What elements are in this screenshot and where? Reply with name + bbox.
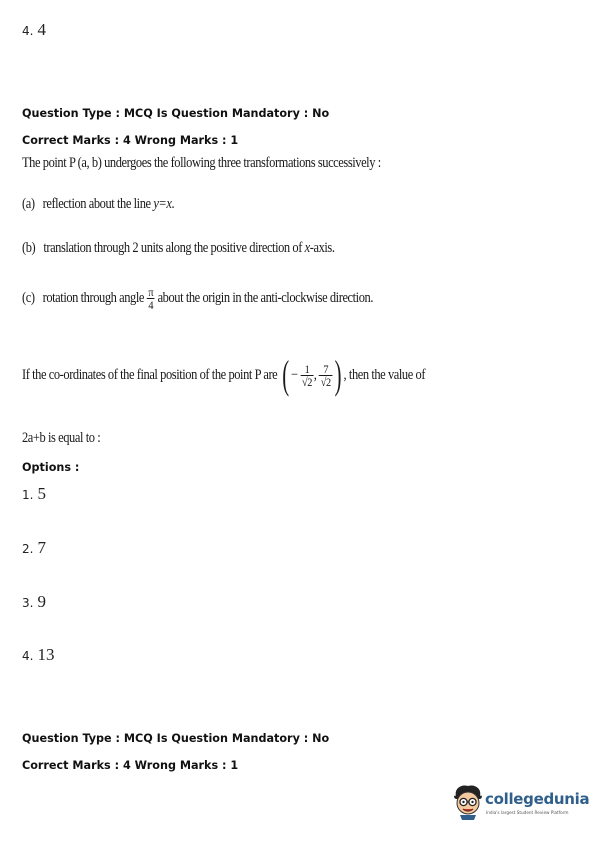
option-value: 13 (37, 645, 55, 664)
option-number: 2. (22, 542, 34, 556)
coord-minus: − (291, 366, 298, 383)
final-post-text: , then the value of (343, 366, 426, 383)
step-a (22, 196, 199, 213)
collegedunia-logo[interactable] (452, 784, 590, 824)
question-type-line: Question Type : MCQ Is Question Mandatory : No (22, 107, 330, 120)
fraction-denominator: √2 (302, 374, 312, 389)
step-label: (c) (22, 289, 35, 306)
fraction-denominator: 4 (148, 298, 154, 312)
option-number: 3. (22, 596, 34, 610)
option-value: 5 (37, 484, 46, 503)
fraction-numerator: 7 (323, 361, 329, 376)
option-value: 9 (37, 592, 46, 611)
next-question-type-line: Question Type : MCQ Is Question Mandatory : No (22, 732, 330, 745)
next-question-marks-line: Correct Marks : 4 Wrong Marks : 1 (22, 759, 239, 772)
ask-line (22, 430, 113, 447)
stem-text: The point P (a, b) undergoes the following three transformations successively : (22, 155, 381, 171)
coord-x-fraction (300, 363, 313, 388)
option-2[interactable] (22, 538, 46, 558)
option-number: 4. (22, 24, 34, 38)
option-number: 4. (22, 649, 34, 663)
question-marks-line: Correct Marks : 4 Wrong Marks : 1 (22, 134, 239, 147)
option-number: 1. (22, 488, 34, 502)
step-label: (a) (22, 196, 35, 212)
option-4[interactable] (22, 645, 54, 665)
fraction-numerator: π (148, 285, 154, 299)
fraction-denominator: √2 (320, 374, 331, 389)
step-text: reflection about the line (42, 196, 154, 212)
coord-y-fraction (319, 363, 332, 388)
fraction-numerator: 1 (304, 361, 310, 376)
options-label: Options : (22, 461, 80, 474)
logo-tagline: India's largest Student Review Platform (486, 810, 569, 815)
step-text: rotation through angle (42, 289, 147, 306)
final-pre-text: If the co-ordinates of the final position of the point P are (22, 366, 278, 383)
final-position-line (22, 352, 491, 397)
prev-option-4[interactable] (22, 20, 46, 40)
logo-wordmark: collegedunia (485, 790, 590, 808)
option-value: 4 (37, 20, 46, 39)
step-c (22, 286, 430, 311)
step-post: . (171, 196, 175, 212)
step-post: -axis. (309, 240, 335, 256)
option-3[interactable] (22, 592, 46, 612)
step-text: translation through 2 units along the positive direction of (43, 240, 305, 256)
option-value: 7 (37, 538, 46, 557)
right-paren: ) (334, 352, 342, 397)
step-post: about the origin in the anti-clockwise direction. (157, 289, 374, 306)
step-label: (b) (22, 240, 36, 256)
angle-fraction (147, 286, 155, 311)
option-1[interactable] (22, 484, 46, 504)
ask-text: 2a+b is equal to : (22, 430, 101, 446)
left-paren: ( (282, 352, 289, 397)
step-math: x (304, 240, 310, 256)
question-stem (22, 155, 439, 172)
mascot-icon (452, 784, 484, 820)
step-b (22, 240, 385, 257)
coord-comma: , (313, 366, 317, 383)
step-math: y=x (153, 196, 172, 212)
